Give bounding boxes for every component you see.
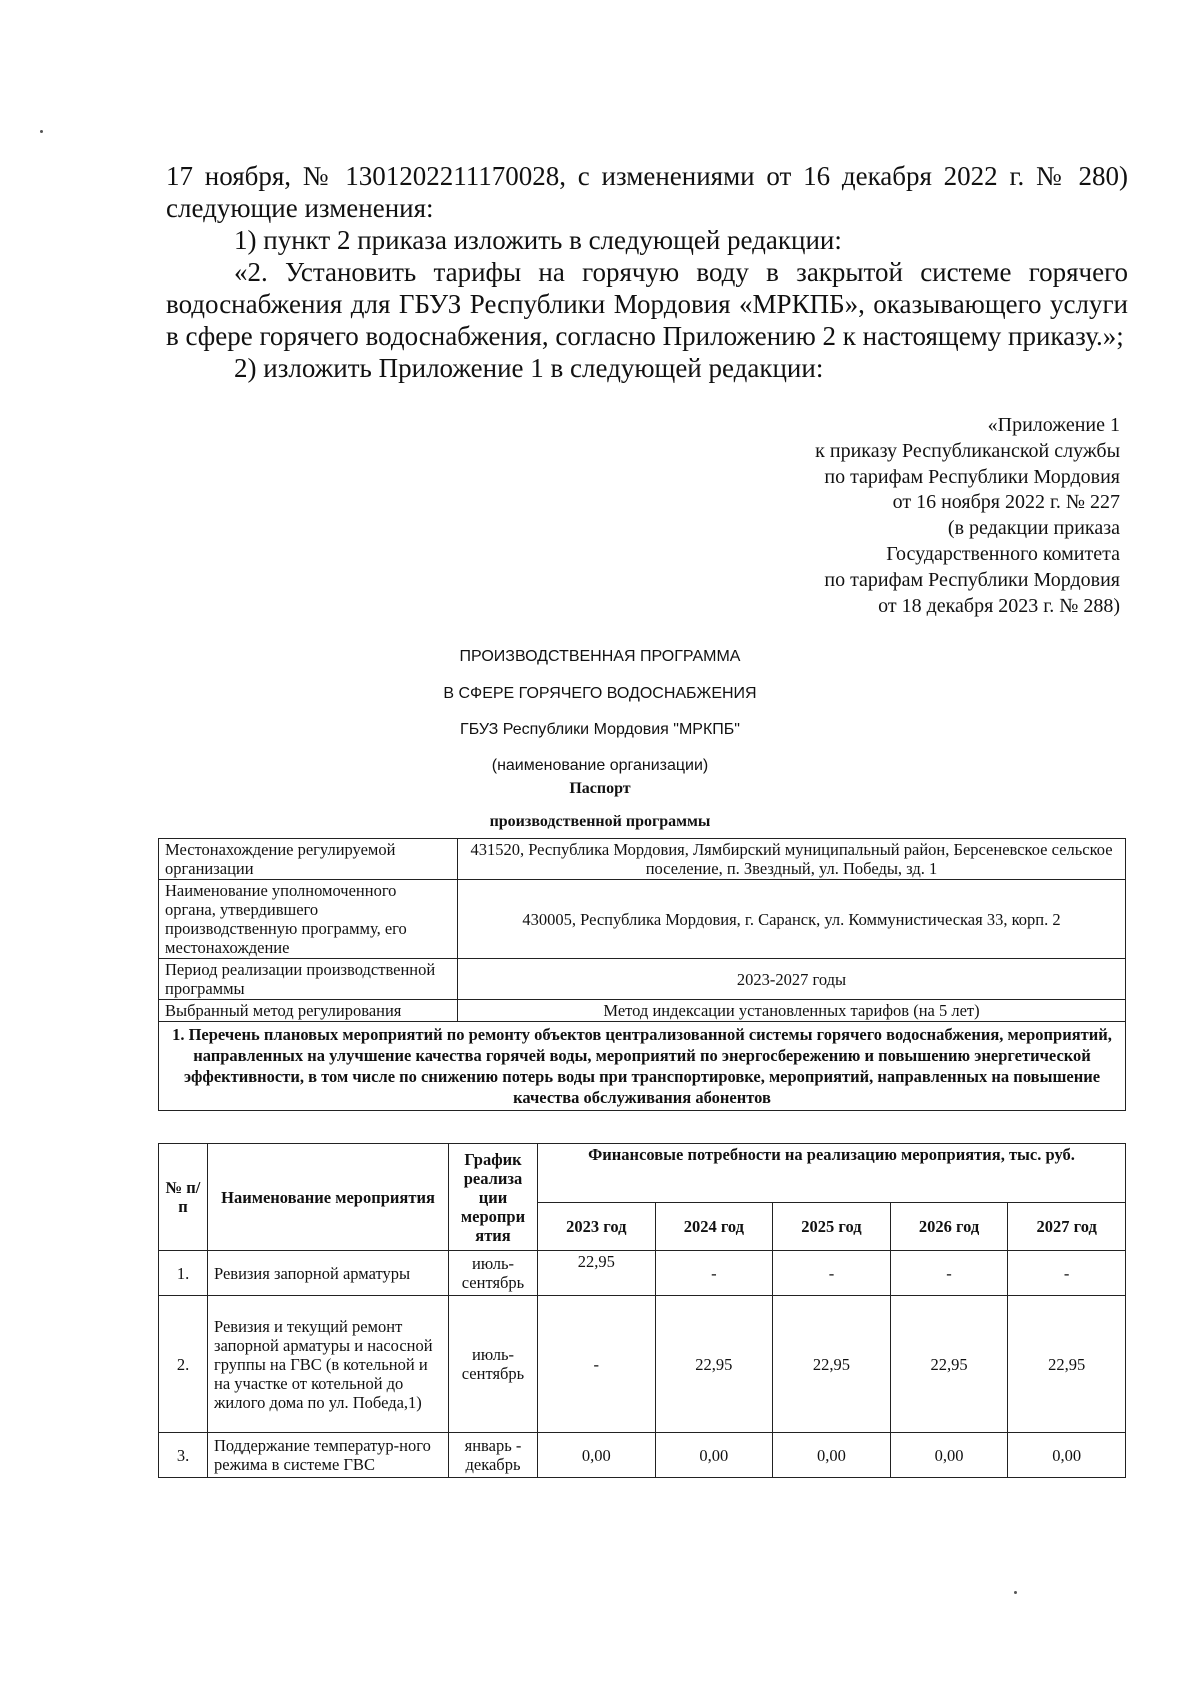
value-cell: - (655, 1251, 773, 1296)
value-cell: 22,95 (538, 1251, 656, 1296)
col-header-name: Наименование мероприятия (208, 1144, 449, 1251)
intro-paragraph-2: 1) пункт 2 приказа изложить в следующей редакции: (234, 225, 842, 255)
value-cell: 22,95 (773, 1296, 891, 1433)
col-header-year: 2025 год (773, 1202, 891, 1250)
annex-line: по тарифам Республики Мордовия (824, 465, 1120, 488)
program-title: ПРОИЗВОДСТВЕННАЯ ПРОГРАММА (459, 648, 741, 665)
annex-reference (815, 413, 1120, 619)
organization-name: ГБУЗ Республики Мордовия "МРКПБ" (460, 721, 740, 738)
table-row (159, 1433, 1126, 1478)
value-cell: 0,00 (538, 1433, 656, 1478)
program-subtitle: В СФЕРЕ ГОРЯЧЕГО ВОДОСНАБЖЕНИЯ (443, 685, 757, 702)
table-row (159, 959, 1126, 1000)
passport-value: 430005, Республика Мордовия, г. Саранск, ул. Коммунистическая 33, корп. 2 (458, 880, 1126, 959)
event-schedule: январь - декабрь (449, 1433, 538, 1478)
table-header-row (159, 1144, 1126, 1203)
scan-speck (40, 130, 43, 133)
col-header-year: 2023 год (538, 1202, 656, 1250)
passport-value: 431520, Республика Мордовия, Лямбирский муниципальный район, Берсеневское сельское поселение, п. Звездный, ул. Победы, зд. 1 (458, 839, 1126, 880)
intro-text (166, 160, 1128, 384)
value-cell: 0,00 (890, 1433, 1008, 1478)
passport-label: Выбранный метод регулирования (159, 1000, 458, 1022)
annex-line: (в редакции приказа (947, 517, 1120, 540)
intro-paragraph-3: «2. Установить тарифы на горячую воду в закрытой системе горячего водоснабжения для ГБУЗ Республики Мордовия «МРКПБ», оказывающего услуги в сфере горячего водоснабжения, согласно Приложению 2 к настоящему приказу.»; (166, 257, 1128, 351)
col-header-finance: Финансовые потребности на реализацию мероприятия, тыс. руб. (538, 1144, 1126, 1203)
table-row (159, 839, 1126, 880)
event-name: Ревизия запорной арматуры (208, 1251, 449, 1296)
organization-note: (наименование организации) (491, 757, 709, 774)
event-schedule: июль-сентябрь (449, 1251, 538, 1296)
col-header-year: 2024 год (655, 1202, 773, 1250)
value-cell: 22,95 (890, 1296, 1008, 1433)
table-row (159, 1022, 1126, 1111)
table-row (159, 1000, 1126, 1022)
passport-table (158, 838, 1126, 1111)
table-row (159, 880, 1126, 959)
passport-title: Паспорт (569, 780, 631, 797)
table-row (159, 1251, 1126, 1296)
events-table (158, 1143, 1126, 1478)
intro-paragraph-4: 2) изложить Приложение 1 в следующей редакции: (234, 353, 824, 383)
value-cell: - (773, 1251, 891, 1296)
value-cell: - (538, 1296, 656, 1433)
annex-line: по тарифам Республики Мордовия (824, 568, 1120, 591)
col-header-year: 2027 год (1008, 1202, 1126, 1250)
value-cell: 22,95 (655, 1296, 773, 1433)
annex-line: «Приложение 1 (987, 414, 1120, 436)
passport-label: Местонахождение регулируемой организации (159, 839, 458, 880)
passport-label: Период реализации производственной программы (159, 959, 458, 1000)
passport-value: Метод индексации установленных тарифов (на 5 лет) (458, 1000, 1126, 1022)
value-cell: 0,00 (655, 1433, 773, 1478)
row-number: 1. (159, 1251, 208, 1296)
annex-line: от 16 ноября 2022 г. № 227 (892, 491, 1120, 514)
intro-paragraph-1: 17 ноября, № 1301202211170028, с изменениями от 16 декабря 2022 г. № 280) следующие изменения: (166, 161, 1128, 223)
passport-subtitle: производственной программы (489, 813, 711, 830)
event-name: Ревизия и текущий ремонт запорной арматуры и насосной группы на ГВС (в котельной и на участке от котельной до жилого дома по ул. Победа,1) (208, 1296, 449, 1433)
passport-value: 2023-2027 годы (458, 959, 1126, 1000)
section-heading: 1. Перечень плановых мероприятий по ремонту объектов централизованной системы горячего водоснабжения, мероприятий, направленных на улучшение качества горячей воды, мероприятий по энергосбережению и повышению энергетической эффективности, в том числе по снижению потерь воды при транспортировке, мероприятий, направленных на повышение качества обслуживания абонентов (159, 1022, 1126, 1111)
event-schedule: июль-сентябрь (449, 1296, 538, 1433)
annex-line: к приказу Республиканской службы (815, 439, 1120, 462)
value-cell: 0,00 (773, 1433, 891, 1478)
annex-line: Государственного комитета (886, 542, 1120, 565)
col-header-year: 2026 год (890, 1202, 1008, 1250)
value-cell: 0,00 (1008, 1433, 1126, 1478)
row-number: 2. (159, 1296, 208, 1433)
row-number: 3. (159, 1433, 208, 1478)
col-header-schedule: График реализа ции меропри ятия (449, 1144, 538, 1251)
scan-speck (1014, 1591, 1017, 1594)
value-cell: 22,95 (1008, 1296, 1126, 1433)
table-row (159, 1296, 1126, 1433)
value-cell: - (890, 1251, 1008, 1296)
value-cell: - (1008, 1251, 1126, 1296)
event-name: Поддержание температур-ного режима в системе ГВС (208, 1433, 449, 1478)
passport-label: Наименование уполномоченного органа, утвердившего производственную программу, его местонахождение (159, 880, 458, 959)
annex-line: от 18 декабря 2023 г. № 288) (878, 594, 1120, 617)
col-header-number: № п/п (159, 1144, 208, 1251)
